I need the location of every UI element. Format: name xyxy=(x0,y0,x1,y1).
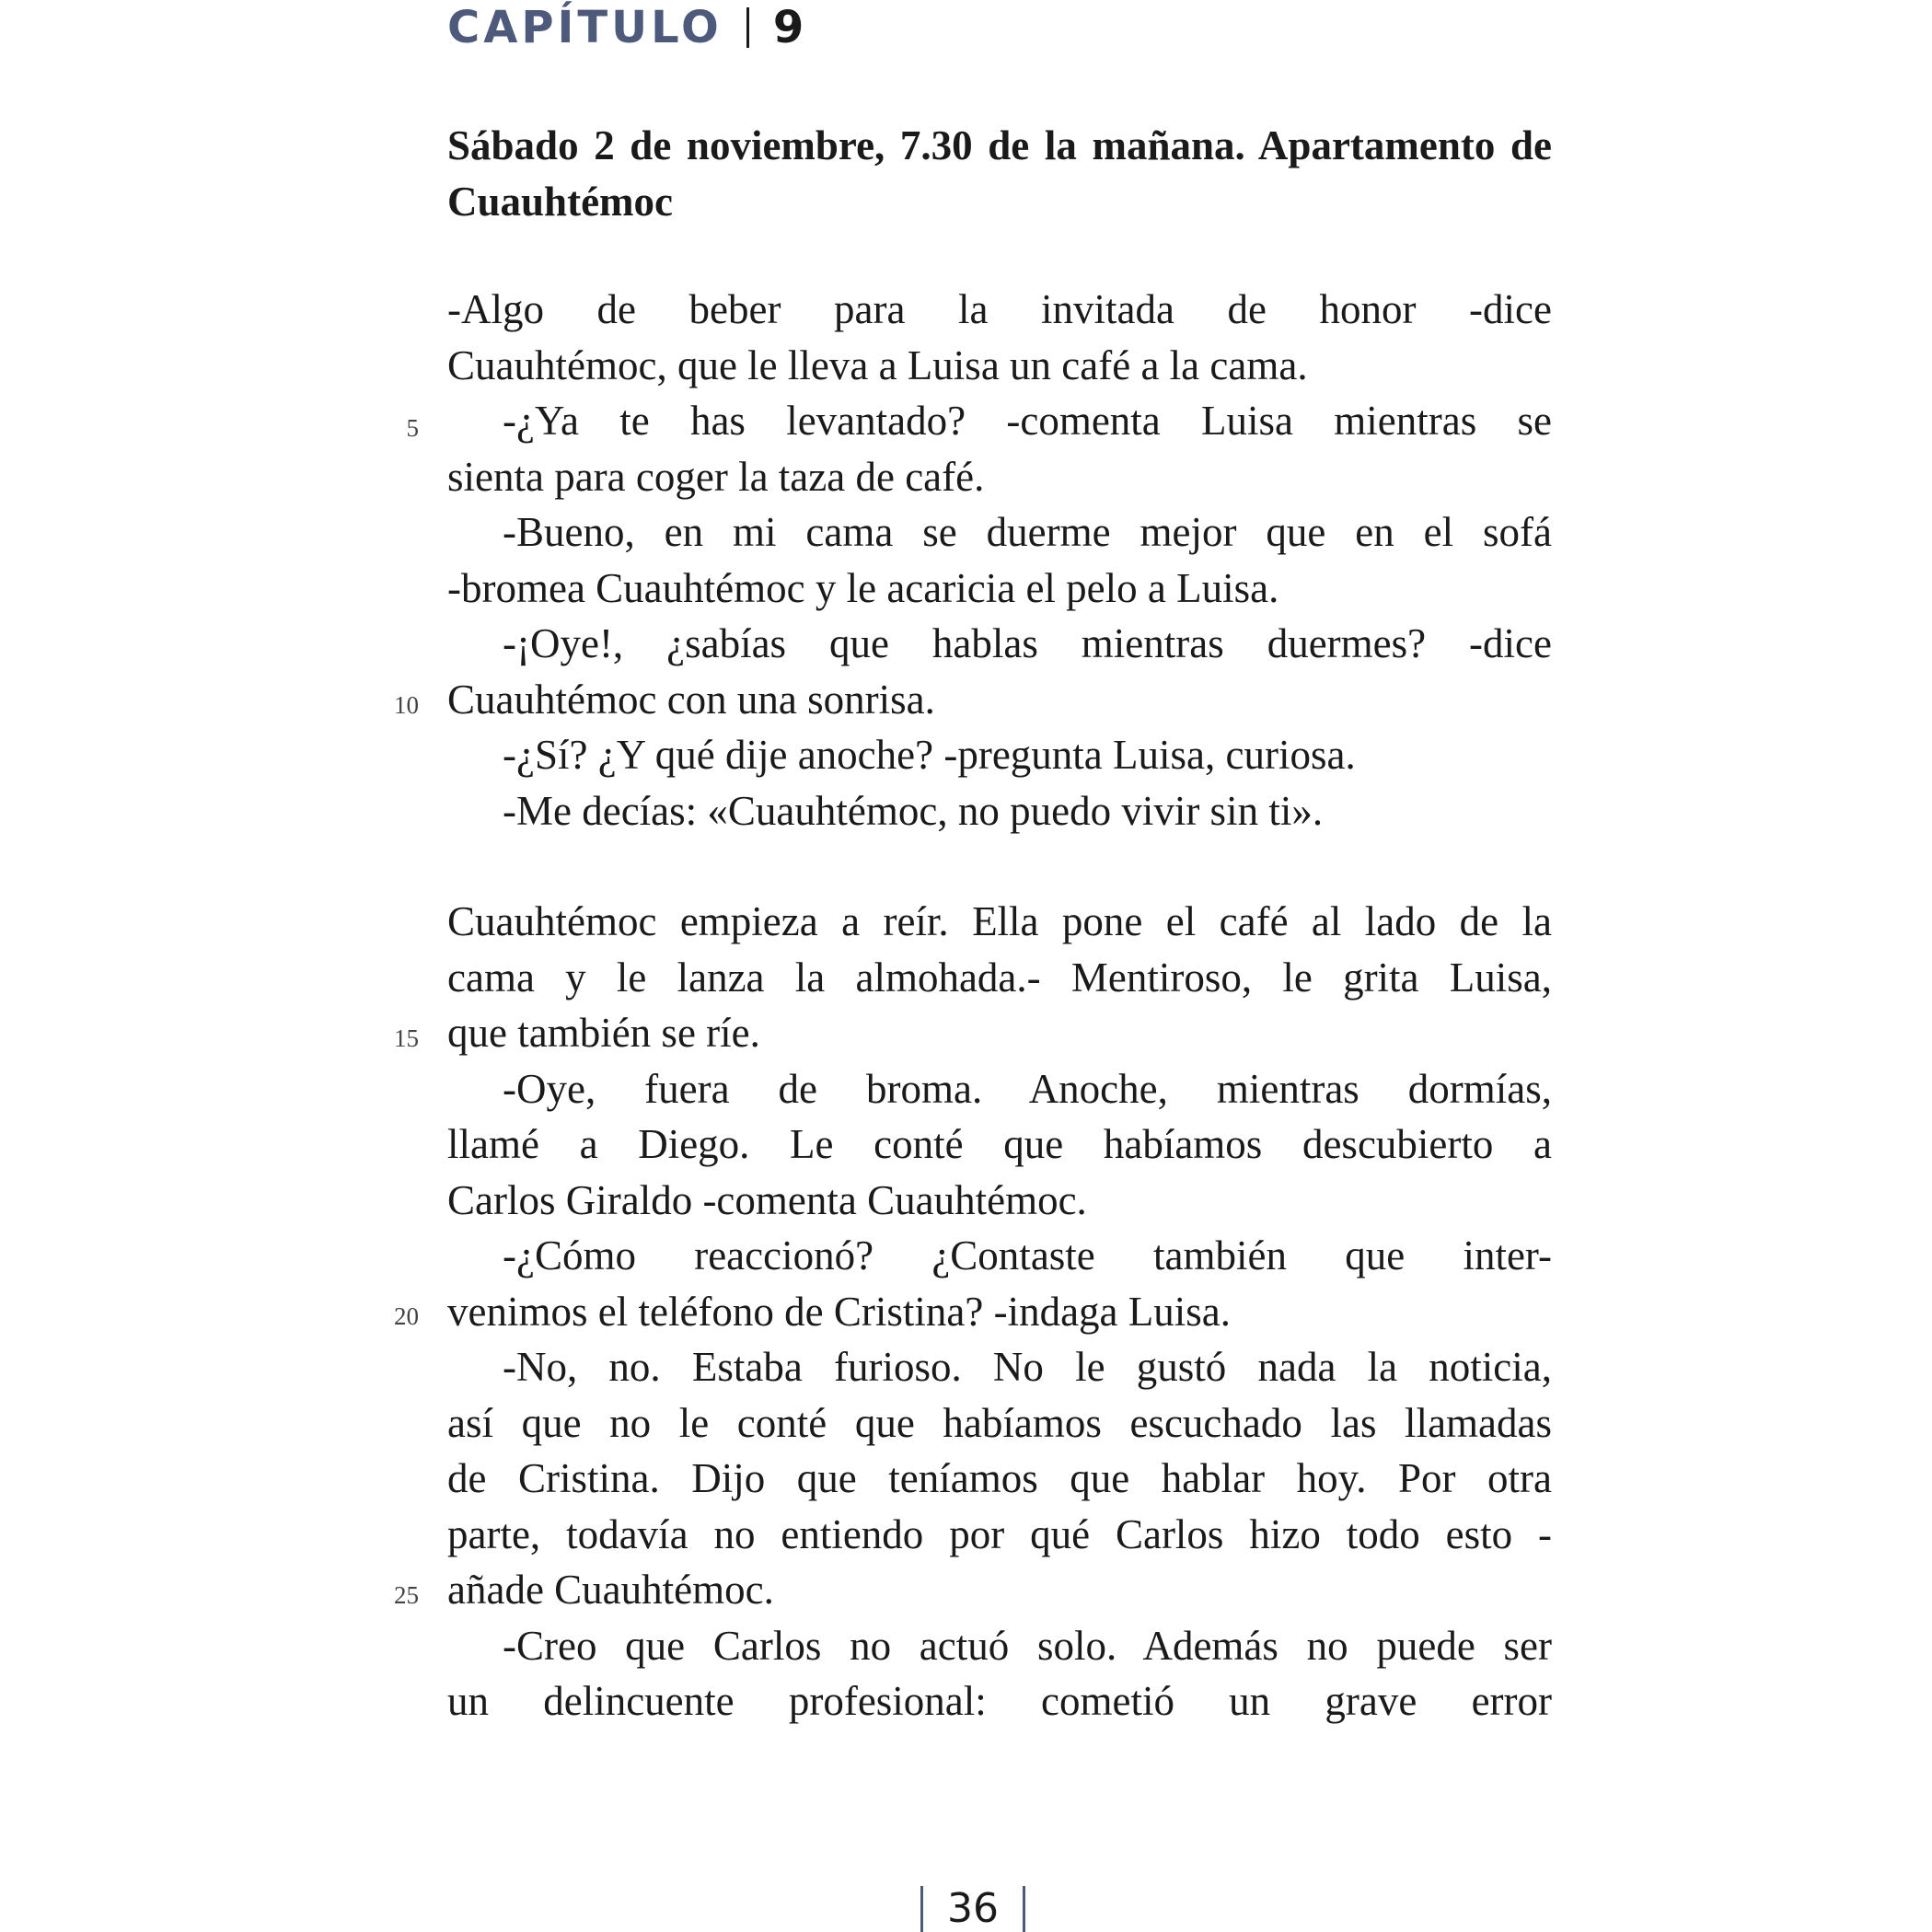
line-number: 25 xyxy=(394,1581,419,1609)
text-line: parte, todavía no entiendo por qué Carlos hizo todo esto - xyxy=(447,1510,1552,1557)
text-line: -No, no. Estaba furioso. No le gustó nada la noticia, xyxy=(503,1344,1552,1390)
section-heading: Sábado 2 de noviembre, 7.30 de la mañana. Apartamento de Cuauhtémoc xyxy=(447,122,1552,225)
text-line: -Oye, fuera de broma. Anoche, mientras dormías, xyxy=(503,1065,1552,1112)
text-line: -¿Sí? ¿Y qué dije anoche? -pregunta Luisa, curiosa. xyxy=(503,732,1356,778)
line-number: 20 xyxy=(394,1302,419,1330)
text-line: Cuauhtémoc con una sonrisa. xyxy=(447,676,935,723)
chapter-label: CAPÍTULO xyxy=(447,2,723,53)
text-line: -Bueno, en mi cama se duerme mejor que en el sofá xyxy=(503,509,1552,555)
text-line: -¡Oye!, ¿sabías que hablas mientras duermes? -dice xyxy=(503,620,1552,666)
text-line: Carlos Giraldo -comenta Cuauhtémoc. xyxy=(447,1176,1087,1223)
text-line: que también se ríe. xyxy=(447,1010,760,1056)
text-line: un delincuente profesional: cometió un grave error xyxy=(447,1678,1552,1724)
footer-bar-left xyxy=(920,1886,923,1932)
text-line: añade Cuauhtémoc. xyxy=(447,1567,774,1613)
text-line: -Me decías: «Cuauhtémoc, no puedo vivir sin ti». xyxy=(503,787,1324,834)
text-line: Cuauhtémoc, que le lleva a Luisa un café a la cama. xyxy=(447,341,1308,388)
chapter-separator xyxy=(746,7,749,48)
text-line: -¿Ya te has levantado? -comenta Luisa mientras se xyxy=(503,398,1552,444)
text-line: Cuauhtémoc empieza a reír. Ella pone el café al lado de la xyxy=(447,898,1552,944)
page-number: 36 xyxy=(947,1885,999,1932)
text-line: de Cristina. Dijo que teníamos que hablar hoy. Por otra xyxy=(447,1455,1552,1501)
line-number: 10 xyxy=(394,691,419,719)
text-line: cama y le lanza la almohada.- Mentiroso, le grita Luisa, xyxy=(447,954,1552,1001)
text-line: así que no le conté que habíamos escuchado las llamadas xyxy=(447,1399,1552,1446)
text-line: -¿Cómo reaccionó? ¿Contaste también que inter- xyxy=(503,1232,1552,1278)
page-footer xyxy=(920,1885,1025,1932)
chapter-number: 9 xyxy=(772,2,808,53)
text-line: -bromea Cuauhtémoc y le acaricia el pelo a Luisa. xyxy=(447,564,1279,611)
text-line: -Algo de beber para la invitada de honor -dice xyxy=(447,286,1552,332)
text-line: -Creo que Carlos no actuó solo. Además no puede ser xyxy=(503,1622,1552,1669)
text-line: sienta para coger la taza de café. xyxy=(447,453,985,500)
footer-bar-right xyxy=(1023,1886,1025,1932)
chapter-header xyxy=(447,2,808,53)
line-number: 15 xyxy=(394,1024,419,1052)
text-line: venimos el teléfono de Cristina? -indaga Luisa. xyxy=(447,1288,1232,1335)
line-number: 5 xyxy=(406,414,419,442)
text-line: llamé a Diego. Le conté que habíamos descubierto a xyxy=(447,1121,1552,1167)
